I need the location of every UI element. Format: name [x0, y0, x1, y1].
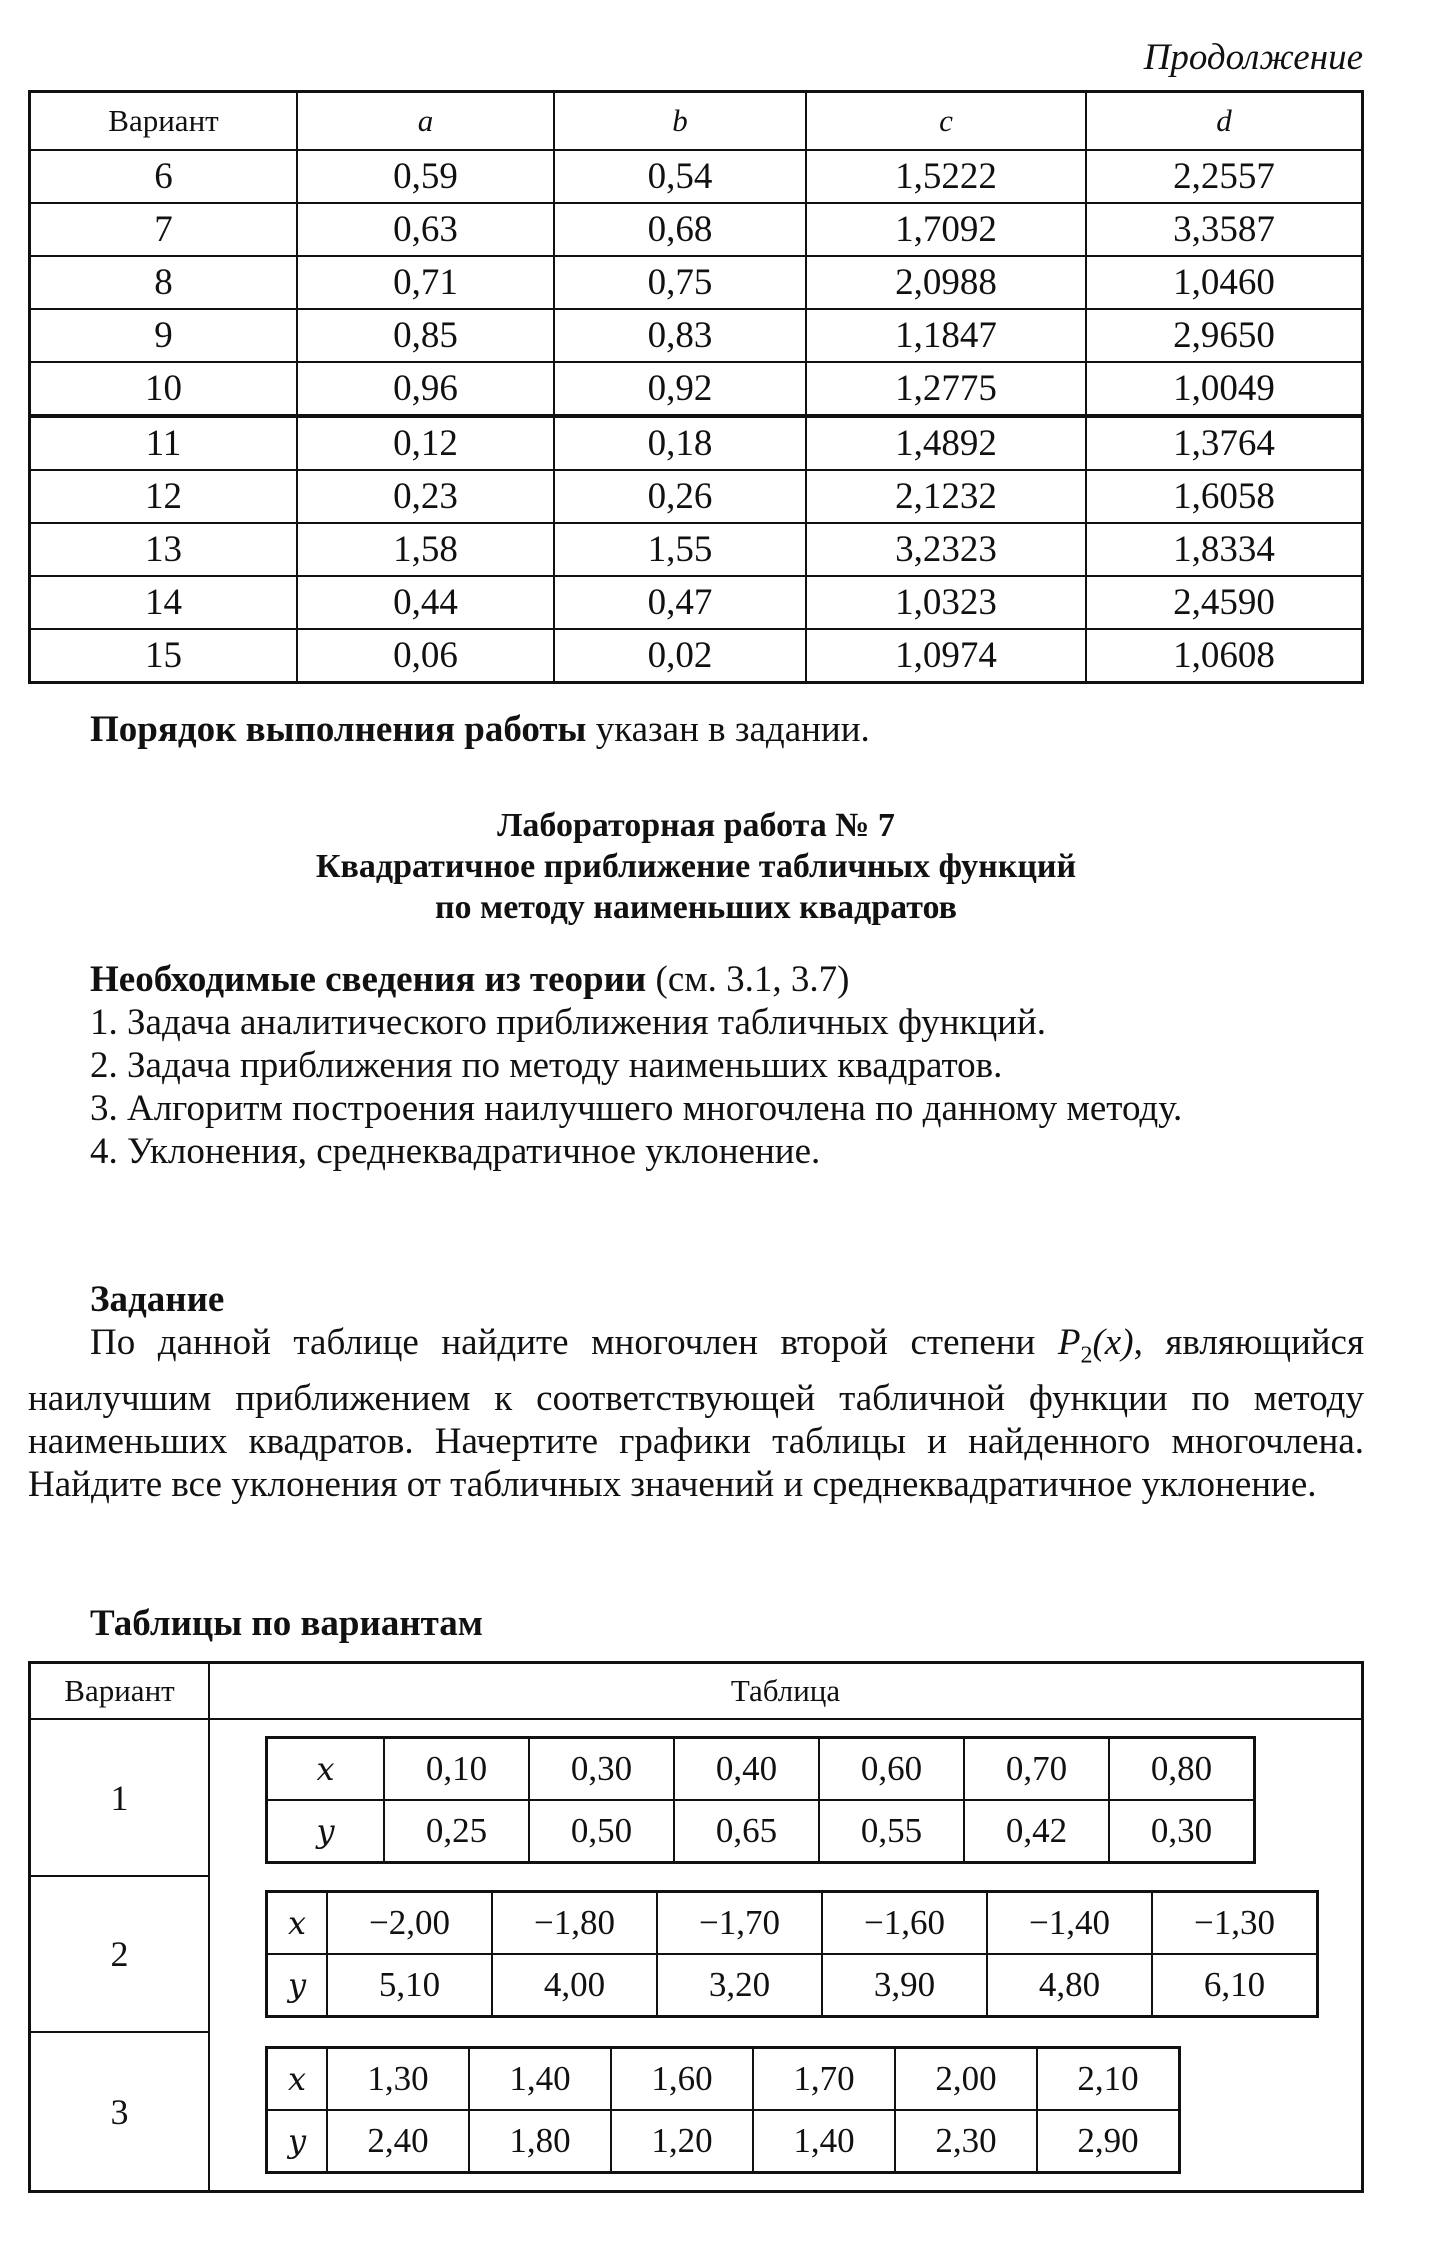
x-value: 1,70: [753, 2048, 895, 2111]
table-cell: 1,7092: [806, 203, 1086, 256]
x-row: [267, 2048, 1180, 2111]
theory-heading-line: [28, 958, 1364, 1001]
theory-heading: Необходимые сведения из теории: [90, 959, 647, 1000]
y-value: 5,10: [327, 1954, 492, 2017]
theory-ref: (см. 3.1, 3.7): [646, 959, 850, 1000]
table-cell: 14: [30, 576, 298, 629]
table-cell: 1,58: [297, 523, 554, 576]
lab-title-line1: Лабораторная работа № 7: [497, 807, 895, 844]
theory-item-1: 1. Задача аналитического приближения табличных функций.: [90, 1002, 1047, 1043]
table-cell: 1,3764: [1086, 416, 1363, 470]
y-value: 0,25: [384, 1800, 529, 1863]
table-cell: 0,71: [297, 256, 554, 309]
table-row: [30, 309, 1363, 362]
x-value: 2,00: [895, 2048, 1037, 2111]
y-row: [267, 1954, 1318, 2017]
table-cell: 0,59: [297, 150, 554, 203]
task-section: [28, 1278, 1364, 1506]
variants-body: [30, 1719, 1363, 2192]
table-cell: 0,26: [554, 470, 806, 523]
y-label: y: [267, 1954, 328, 2017]
table-cell: 3,3587: [1086, 203, 1363, 256]
variants-header-row: [30, 1663, 1363, 1720]
x-row: [267, 1738, 1255, 1801]
y-value: 4,00: [492, 1954, 657, 2017]
x-row: [267, 1892, 1318, 1955]
table-cell: 1,0460: [1086, 256, 1363, 309]
theory-item-3: 3. Алгоритм построения наилучшего многочлена по данному методу.: [90, 1088, 1183, 1129]
header-b: b: [554, 92, 806, 151]
y-value: 2,90: [1037, 2110, 1180, 2173]
order-bold: Порядок выполнения работы: [90, 709, 587, 750]
x-value: 0,80: [1109, 1738, 1255, 1801]
variant-table-cell: [209, 1719, 1363, 1876]
table-cell: 0,23: [297, 470, 554, 523]
theory-section: [28, 958, 1364, 1173]
poly-symbol: P: [1057, 1322, 1081, 1363]
header-d: d: [1086, 92, 1363, 151]
y-row: [267, 1800, 1255, 1863]
y-value: 0,30: [1109, 1800, 1255, 1863]
table-cell: 15: [30, 629, 298, 683]
coefficients-table: [28, 90, 1364, 684]
table-row: [30, 576, 1363, 629]
variant-row: [30, 1719, 1363, 1876]
table-cell: 1,0049: [1086, 362, 1363, 416]
y-label: y: [267, 2110, 328, 2173]
table-cell: 12: [30, 470, 298, 523]
task-text: [28, 1321, 1364, 1506]
y-value: 1,20: [611, 2110, 753, 2173]
table-cell: 0,47: [554, 576, 806, 629]
x-value: 1,30: [327, 2048, 469, 2111]
order-paragraph: [28, 708, 1364, 751]
y-value: 2,40: [327, 2110, 469, 2173]
table-cell: 0,54: [554, 150, 806, 203]
header-variant: Вариант: [30, 92, 298, 151]
variant-table-cell: [209, 2032, 1363, 2192]
table-cell: 1,0608: [1086, 629, 1363, 683]
y-value: 0,55: [819, 1800, 964, 1863]
table-row: [30, 362, 1363, 416]
task-text-before: По данной таблице найдите многочлен второй степени: [90, 1322, 1058, 1363]
variant-row: [30, 2032, 1363, 2192]
y-value: 0,50: [529, 1800, 674, 1863]
table-row: [30, 150, 1363, 203]
y-value: 2,30: [895, 2110, 1037, 2173]
table-cell: 1,4892: [806, 416, 1086, 470]
table-cell: 0,92: [554, 362, 806, 416]
header-table: Таблица: [209, 1663, 1363, 1720]
x-value: −2,00: [327, 1892, 492, 1955]
table-cell: 2,4590: [1086, 576, 1363, 629]
table-header-row: [30, 92, 1363, 151]
xy-table: [265, 1890, 1319, 2018]
table-cell: 1,5222: [806, 150, 1086, 203]
table-cell: 0,12: [297, 416, 554, 470]
lab-title-line3: по методу наименьших квадратов: [434, 889, 958, 926]
y-value: 3,90: [822, 1954, 987, 2017]
table-row: [30, 203, 1363, 256]
table-cell: 0,75: [554, 256, 806, 309]
table-cell: 0,68: [554, 203, 806, 256]
poly-argument: (x): [1092, 1322, 1134, 1363]
table-cell: 3,2323: [806, 523, 1086, 576]
theory-item-4: 4. Уклонения, среднеквадратичное уклонение.: [90, 1131, 821, 1172]
table-row: [30, 416, 1363, 470]
table-cell: 0,85: [297, 309, 554, 362]
x-value: 1,40: [469, 2048, 611, 2111]
table-row: [30, 470, 1363, 523]
theory-item-2: 2. Задача приближения по методу наименьших квадратов.: [90, 1045, 1003, 1086]
y-value: 0,65: [674, 1800, 819, 1863]
task-heading: Задание: [90, 1279, 225, 1320]
table-cell: 1,0323: [806, 576, 1086, 629]
x-value: 1,60: [611, 2048, 753, 2111]
xy-table: [265, 1736, 1256, 1864]
y-value: 1,80: [469, 2110, 611, 2173]
table-cell: 1,0974: [806, 629, 1086, 683]
table-row: [30, 629, 1363, 683]
variants-table: [28, 1661, 1364, 2193]
x-value: −1,40: [987, 1892, 1152, 1955]
lab-title-line2: Квадратичное приближение табличных функций: [315, 848, 1077, 885]
table-cell: 0,83: [554, 309, 806, 362]
continuation-label: Продолжение: [1143, 37, 1363, 78]
x-value: −1,70: [657, 1892, 822, 1955]
table-cell: 1,2775: [806, 362, 1086, 416]
table-cell: 1,8334: [1086, 523, 1363, 576]
table-cell: 2,9650: [1086, 309, 1363, 362]
x-value: −1,30: [1152, 1892, 1318, 1955]
x-label: x: [267, 2048, 328, 2111]
table-cell: 0,02: [554, 629, 806, 683]
xy-table: [265, 2046, 1181, 2174]
x-value: −1,80: [492, 1892, 657, 1955]
header-variant: Вариант: [30, 1663, 210, 1720]
table-cell: 2,2557: [1086, 150, 1363, 203]
x-value: 0,30: [529, 1738, 674, 1801]
x-label: x: [267, 1738, 385, 1801]
x-value: 0,60: [819, 1738, 964, 1801]
table-cell: 10: [30, 362, 298, 416]
x-value: 0,70: [964, 1738, 1109, 1801]
order-rest: указан в задании.: [586, 709, 870, 750]
y-value: 4,80: [987, 1954, 1152, 2017]
table-cell: 2,0988: [806, 256, 1086, 309]
y-value: 3,20: [657, 1954, 822, 2017]
table-row: [30, 523, 1363, 576]
table-cell: 8: [30, 256, 298, 309]
x-value: 2,10: [1037, 2048, 1180, 2111]
poly-subscript: 2: [1080, 1342, 1093, 1369]
variant-number: 3: [30, 2032, 210, 2192]
table-cell: 0,06: [297, 629, 554, 683]
x-label: x: [267, 1892, 328, 1955]
table-cell: 0,96: [297, 362, 554, 416]
variant-number: 2: [30, 1876, 210, 2032]
table-cell: 0,63: [297, 203, 554, 256]
x-value: −1,60: [822, 1892, 987, 1955]
table-cell: 1,1847: [806, 309, 1086, 362]
table-cell: 1,55: [554, 523, 806, 576]
y-value: 1,40: [753, 2110, 895, 2173]
y-label: y: [267, 1800, 385, 1863]
table-row: [30, 256, 1363, 309]
task-text-after: , являющийся наилучшим приближением к соответствующей табличной функции по методу наименьших квадратов. Начертите графики таблицы и найденного многочлена. Найдите все уклонения от табличных значений и среднеквадратичное уклонение.: [28, 1322, 1364, 1506]
table-cell: 2,1232: [806, 470, 1086, 523]
y-value: 0,42: [964, 1800, 1109, 1863]
y-row: [267, 2110, 1180, 2173]
variant-number: 1: [30, 1719, 210, 1876]
table-body: [30, 150, 1363, 683]
table-cell: 6: [30, 150, 298, 203]
table-cell: 7: [30, 203, 298, 256]
table-cell: 1,6058: [1086, 470, 1363, 523]
variants-heading: Таблицы по вариантам: [90, 1603, 483, 1644]
table-cell: 9: [30, 309, 298, 362]
header-a: a: [297, 92, 554, 151]
variant-row: [30, 1876, 1363, 2032]
table-cell: 11: [30, 416, 298, 470]
table-cell: 13: [30, 523, 298, 576]
y-value: 6,10: [1152, 1954, 1318, 2017]
header-c: c: [806, 92, 1086, 151]
x-value: 0,40: [674, 1738, 819, 1801]
x-value: 0,10: [384, 1738, 529, 1801]
table-cell: 0,18: [554, 416, 806, 470]
lab-title: [28, 805, 1364, 928]
table-cell: 0,44: [297, 576, 554, 629]
variant-table-cell: [209, 1876, 1363, 2032]
